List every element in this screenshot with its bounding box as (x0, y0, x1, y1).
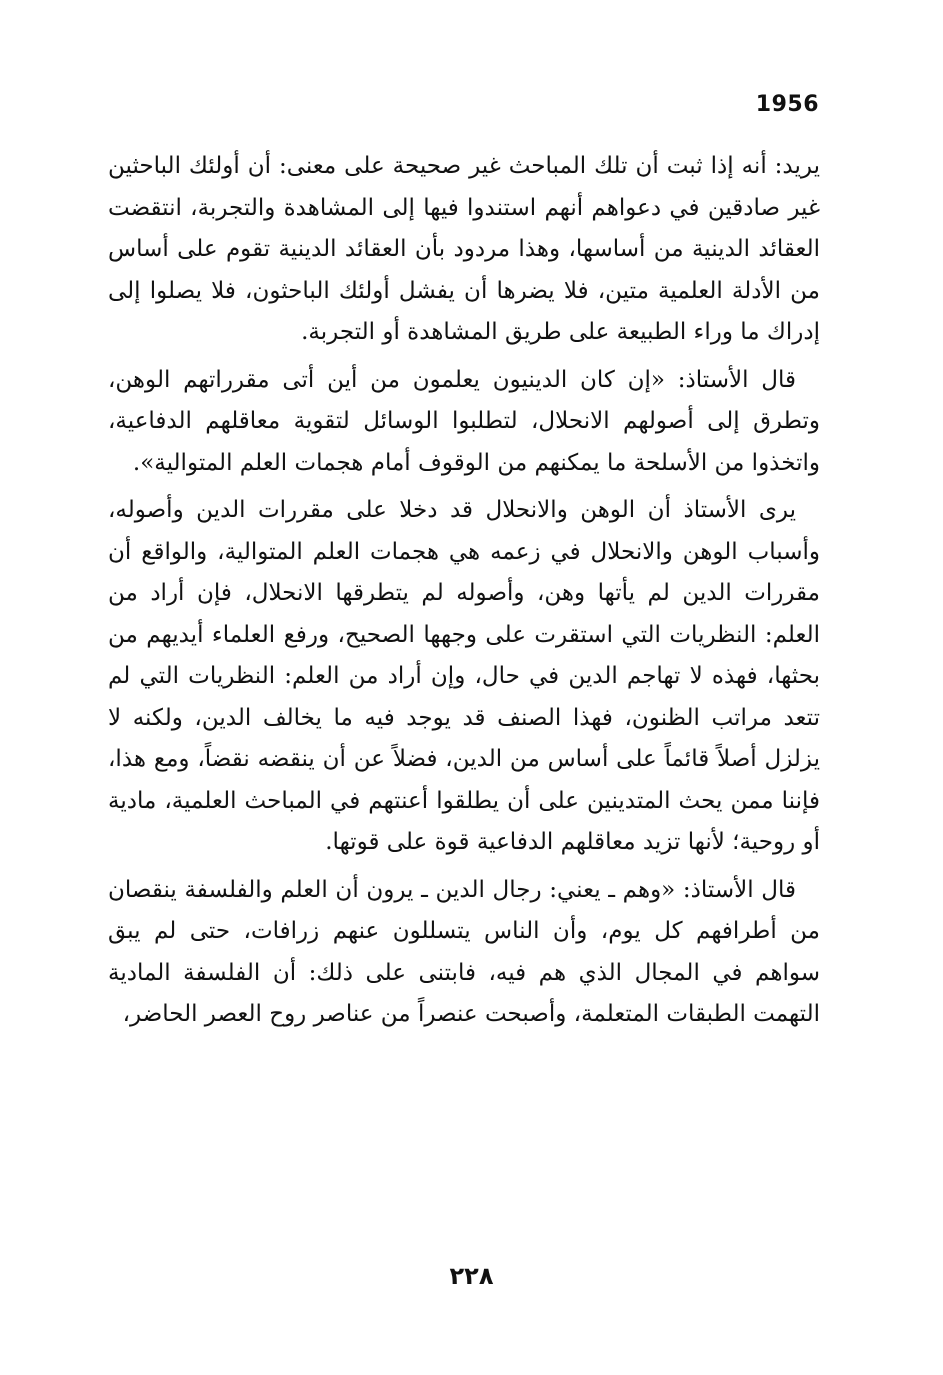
paragraph-4: قال الأستاذ: «وهم ـ يعني: رجال الدين ـ يرون أن العلم والفلسفة ينقصان من أطرافهم كل يوم، وأن الناس يتسللون عنهم زرافات، حتى لم يبق سواهم في المجال الذي هم فيه، فابتنى على ذلك: أن الفلسفة المادية التهمت الطبقات المتعلمة، وأصبحت عنصراً من عناصر روح العصر الحاضر، (108, 876, 820, 1027)
page-number: ٢٢٨ (449, 1262, 494, 1290)
paragraph-2: قال الأستاذ: «إن كان الدينيون يعلمون من أين أتى مقرراتهم الوهن، وتطرق إلى أصولهم الانحلال، لتطلبوا الوسائل لتقوية معاقلهم الدفاعية، واتخذوا من الأسلحة ما يمكنهم من الوقوف أمام هجمات العلم المتوالية». (108, 366, 820, 476)
body-text (108, 146, 820, 1042)
header-year: 1956 (755, 92, 819, 117)
paragraph-3: يرى الأستاذ أن الوهن والانحلال قد دخلا على مقررات الدين وأصوله، وأسباب الوهن والانحلال في زعمه هي هجمات العلم المتوالية، والواقع أن مقررات الدين لم يأتها وهن، وأصوله لم يتطرقها الانحلال، فإن أراد من العلم: النظريات التي استقرت على وجهها الصحيح، ورفع العلماء أيديهم من بحثها، فهذه لا تهاجم الدين في حال، وإن أراد من العلم: النظريات التي لم تتعد مراتب الظنون، فهذا الصنف قد يوجد فيه ما يخالف الدين، ولكنه لا يزلزل أصلاً قائماً على أساس من الدين، فضلاً عن أن ينقضه نقضاً، ومع هذا، فإننا ممن يحث المتدينين على أن يطلقوا أعنتهم في المباحث العلمية، مادية أو روحية؛ لأنها تزيد معاقلهم الدفاعية قوة على قوتها. (108, 497, 820, 855)
paragraph-1: يريد: أنه إذا ثبت أن تلك المباحث غير صحيحة على معنى: أن أولئك الباحثين غير صادقين في دعواهم أنهم استندوا فيها إلى المشاهدة والتجربة، انتقضت العقائد الدينية من أساسها، وهذا مردود بأن العقائد الدينية تقوم على أساس من الأدلة العلمية متين، فلا يضرها أن يفشل أولئك الباحثون، فلا يصلوا إلى إدراك ما وراء الطبيعة على طريق المشاهدة أو التجربة. (108, 153, 820, 345)
